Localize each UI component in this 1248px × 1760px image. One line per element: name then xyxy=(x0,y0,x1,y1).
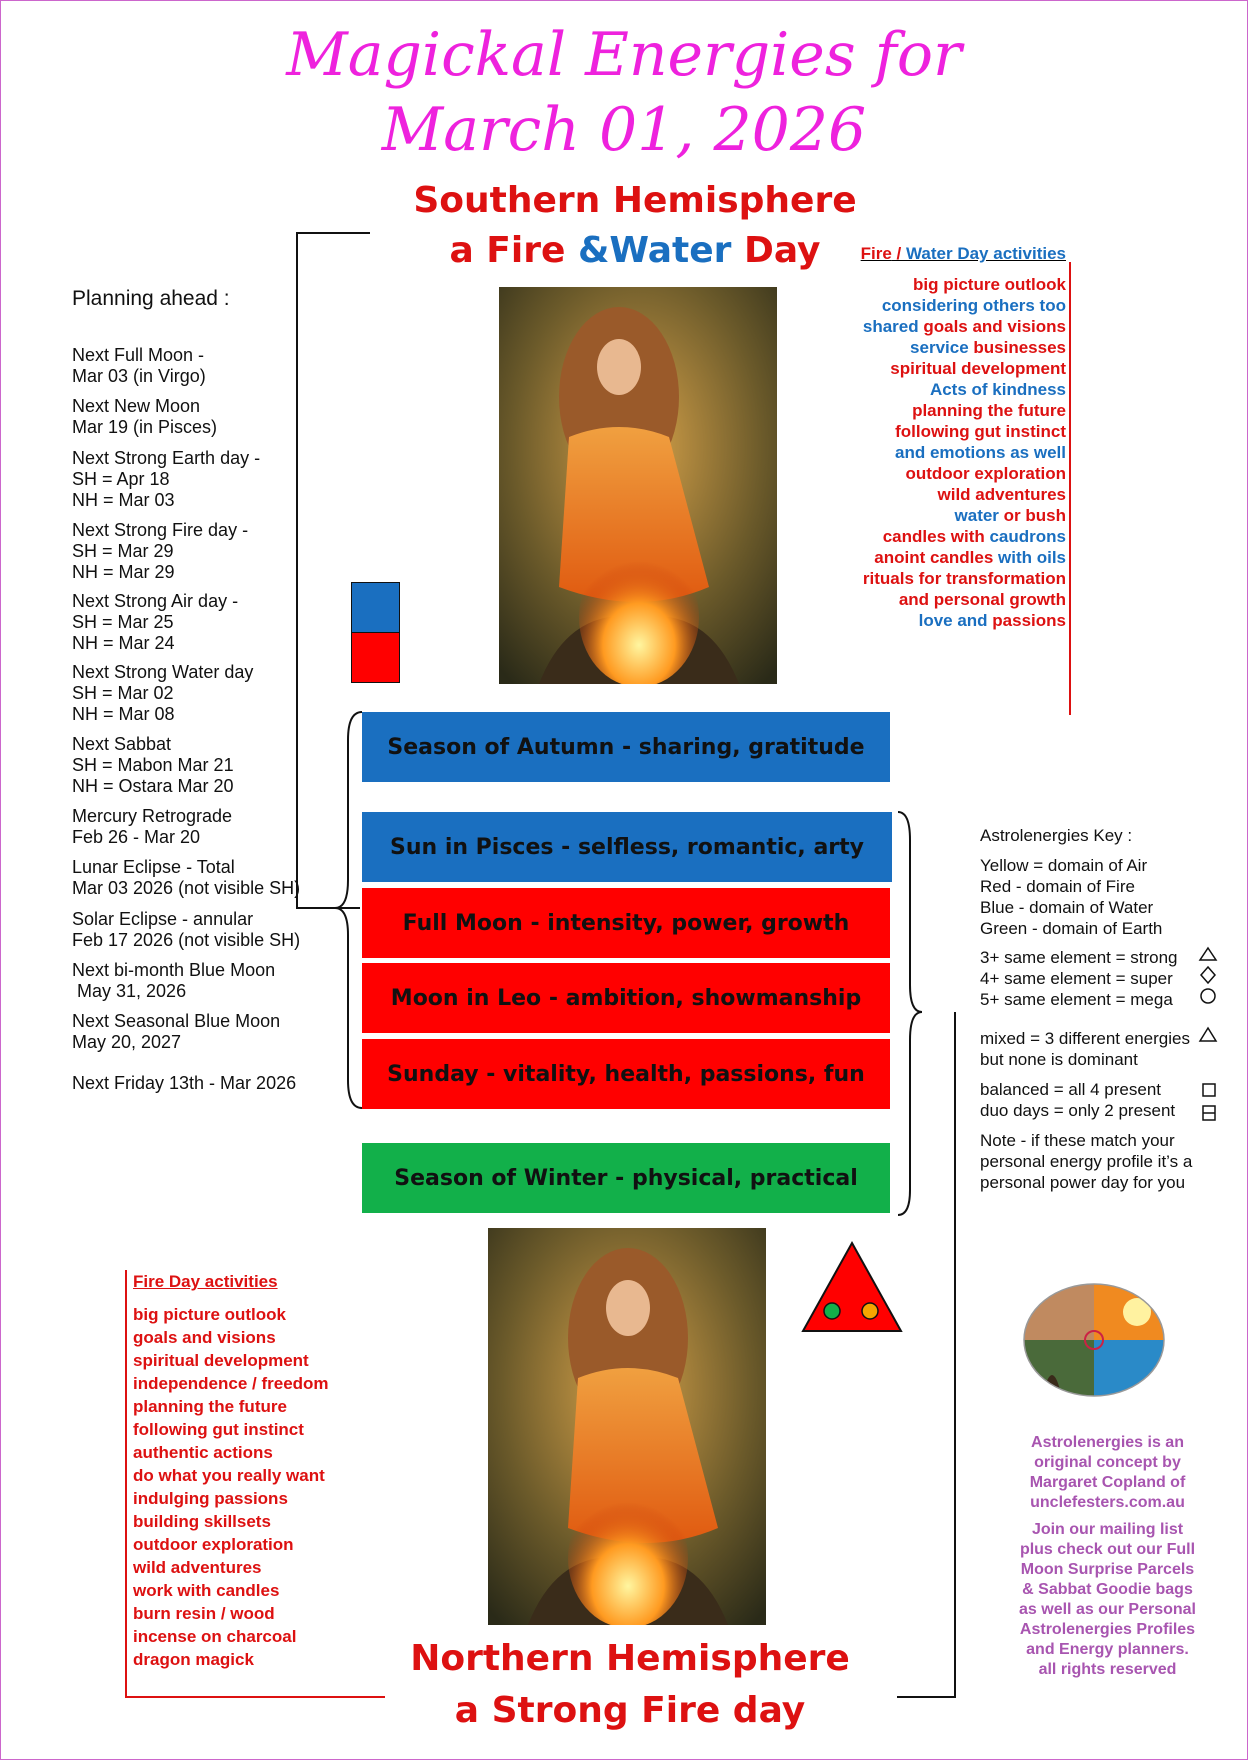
north-hemisphere-title: Northern Hemisphere xyxy=(410,1638,850,1679)
fire-day-activity-item: wild adventures xyxy=(133,1558,262,1577)
planning-line: Next Full Moon - xyxy=(72,345,205,365)
planning-line: NH = Mar 24 xyxy=(72,633,175,653)
fire-water-activity-item xyxy=(746,526,1066,547)
fire-day-activity-item: building skillsets xyxy=(133,1512,271,1531)
promo-line: Moon Surprise Parcels xyxy=(1020,1561,1195,1578)
next-sabbat xyxy=(72,734,234,797)
key-note-2: personal energy profile it’s a xyxy=(980,1152,1193,1171)
activity-segment: outdoor exploration xyxy=(905,464,1066,483)
next-new-moon xyxy=(72,396,217,438)
heading-sep: / xyxy=(891,244,906,263)
fire-woman-photo-top xyxy=(499,287,777,684)
key-strong: 3+ same element = strong xyxy=(980,948,1178,967)
planning-line: NH = Mar 08 xyxy=(72,704,175,724)
heading-fire: Fire xyxy=(860,244,892,263)
fire-water-activity-item xyxy=(746,484,1066,505)
activity-segment: spiritual development xyxy=(890,359,1066,378)
fire-day-activity-item: goals and visions xyxy=(133,1328,276,1347)
planning-line: Next bi-month Blue Moon xyxy=(72,960,276,980)
key-heading: Astrolenergies Key : xyxy=(980,826,1133,845)
activity-segment: and emotions as well xyxy=(895,443,1066,462)
fire-day-activity-item: do what you really want xyxy=(133,1466,325,1485)
fire-day-activity-item: indulging passions xyxy=(133,1489,288,1508)
promo-mailing-list xyxy=(1000,1520,1215,1680)
fire-day-activity-item: planning the future xyxy=(133,1397,287,1416)
triangle-icon xyxy=(1200,948,1216,960)
page-title-line2: March 01, 2026 xyxy=(381,95,867,165)
planning-line: Next Seasonal Blue Moon xyxy=(72,1011,281,1031)
fire-element-square xyxy=(351,632,400,683)
fire-water-activity-item xyxy=(746,358,1066,379)
activity-segment: service xyxy=(910,338,974,357)
astrolenergies-key xyxy=(980,825,1230,1205)
activity-segment: big picture outlook xyxy=(913,275,1066,294)
fire-water-activity-list xyxy=(746,274,1066,631)
planning-line: Next Strong Earth day - xyxy=(72,448,261,468)
fire-day-activities-heading: Fire Day activities xyxy=(133,1272,278,1291)
fire-water-activity-item xyxy=(746,400,1066,421)
next-full-moon xyxy=(72,345,206,387)
promo-line: original concept by xyxy=(1034,1454,1181,1471)
south-hemisphere-title: Southern Hemisphere xyxy=(413,180,857,221)
planning-line: Next Strong Air day - xyxy=(72,591,239,611)
fire-water-activity-item xyxy=(746,274,1066,295)
fire-day-activity-item: outdoor exploration xyxy=(133,1535,294,1554)
key-mixed-2: but none is dominant xyxy=(980,1050,1138,1069)
promo-line: Margaret Copland of xyxy=(1029,1474,1186,1491)
key-fire: Red - domain of Fire xyxy=(980,877,1135,896)
key-note-3: personal power day for you xyxy=(980,1173,1186,1192)
key-water: Blue - domain of Water xyxy=(980,898,1154,917)
fire-day-activities xyxy=(133,1270,393,1671)
planning-line: NH = Mar 03 xyxy=(72,490,175,510)
square-icon xyxy=(1203,1084,1215,1096)
planning-line: Next Strong Water day xyxy=(72,662,254,682)
fire-day-activity-list xyxy=(133,1303,393,1671)
water-element-square xyxy=(351,582,400,633)
activity-segment: Acts of kindness xyxy=(929,380,1066,399)
fire-woman-photo-bottom xyxy=(488,1228,766,1625)
solar-eclipse xyxy=(72,909,300,951)
bar-season-autumn: Season of Autumn - sharing, gratitude xyxy=(362,712,890,782)
planning-line: Mar 03 2026 (not visible SH) xyxy=(72,878,301,898)
fire-day-activity-item: spiritual development xyxy=(133,1351,309,1370)
lunar-eclipse xyxy=(72,857,300,899)
activity-segment: planning the future xyxy=(912,401,1066,420)
next-strong-earth-day xyxy=(72,448,260,511)
south-day-water: &Water xyxy=(577,230,732,271)
fire-day-activity-item: following gut instinct xyxy=(133,1420,304,1439)
planning-line: May 20, 2027 xyxy=(72,1032,182,1052)
page-title-line1: Magickal Energies for xyxy=(286,20,962,90)
key-mega: 5+ same element = mega xyxy=(980,990,1173,1009)
planning-line: NH = Mar 29 xyxy=(72,562,175,582)
diamond-icon xyxy=(1201,967,1215,983)
fire-water-activities xyxy=(746,243,1066,631)
promo-line: as well as our Personal xyxy=(1019,1601,1196,1618)
planning-line: SH = Apr 18 xyxy=(72,469,170,489)
next-friday-13th xyxy=(72,1073,296,1094)
promo-line: Join our mailing list xyxy=(1031,1521,1184,1538)
fire-day-activity-item: authentic actions xyxy=(133,1443,273,1462)
planning-line: Feb 17 2026 (not visible SH) xyxy=(72,930,301,950)
fire-water-activity-item xyxy=(746,589,1066,610)
next-seasonal-blue-moon xyxy=(72,1011,280,1053)
activity-segment: anoint candles xyxy=(874,548,998,567)
fire-water-activity-item xyxy=(746,547,1066,568)
planning-line: Next New Moon xyxy=(72,396,201,416)
activity-segment: and xyxy=(957,611,993,630)
promo-line: Astrolenergies Profiles xyxy=(1019,1621,1196,1638)
activity-segment: shared xyxy=(862,317,924,336)
planning-line: Feb 26 - Mar 20 xyxy=(72,827,201,847)
fire-day-activity-item: big picture outlook xyxy=(133,1305,286,1324)
promo-line: plus check out our Full xyxy=(1019,1541,1196,1558)
planning-line: Lunar Eclipse - Total xyxy=(72,857,235,877)
planning-line: Next Strong Fire day - xyxy=(72,520,249,540)
planning-line: Next Sabbat xyxy=(72,734,172,754)
key-duo: duo days = only 2 present xyxy=(980,1101,1176,1120)
promo-line: and Energy planners. xyxy=(1026,1641,1189,1658)
activity-segment: or bush xyxy=(1003,506,1066,525)
mixed-triangle-icon xyxy=(1200,1028,1216,1041)
balanced-duo-symbols xyxy=(1200,1082,1220,1122)
activity-segment: caudrons xyxy=(989,527,1066,546)
fire-water-activity-item xyxy=(746,295,1066,316)
next-strong-water-day xyxy=(72,662,253,725)
fire-day-activity-item: dragon magick xyxy=(133,1650,254,1669)
promo-website-link[interactable]: unclefesters.com.au xyxy=(1030,1494,1185,1511)
circle-icon xyxy=(1201,989,1215,1003)
planning-ahead-heading: Planning ahead : xyxy=(72,287,230,310)
fire-water-activity-item xyxy=(746,337,1066,358)
key-note-1: Note - if these match your xyxy=(980,1131,1175,1150)
planning-ahead-panel xyxy=(72,288,332,1108)
key-earth: Green - domain of Earth xyxy=(980,919,1163,938)
activity-segment: with oils xyxy=(998,548,1066,567)
planning-line: SH = Mar 25 xyxy=(72,612,174,632)
planning-line: Solar Eclipse - annular xyxy=(72,909,254,929)
planning-line: SH = Mabon Mar 21 xyxy=(72,755,234,775)
fire-water-activity-item xyxy=(746,610,1066,631)
fire-water-activity-item xyxy=(746,442,1066,463)
fire-water-activity-item xyxy=(746,421,1066,442)
activity-segment: businesses xyxy=(973,338,1066,357)
bar-full-moon: Full Moon - intensity, power, growth xyxy=(362,888,890,958)
activity-segment: passions xyxy=(992,611,1066,630)
activity-segment: following gut instinct xyxy=(895,422,1066,441)
promo-line: Astrolenergies is an xyxy=(1031,1434,1184,1451)
fire-water-activity-item xyxy=(746,568,1066,589)
fire-water-activity-item xyxy=(746,316,1066,337)
fire-water-activity-item xyxy=(746,463,1066,484)
planning-line: SH = Mar 02 xyxy=(72,683,174,703)
activity-segment: wild adventures xyxy=(937,485,1066,504)
planning-line: May 31, 2026 xyxy=(72,981,187,1001)
fire-day-activity-item: burn resin / wood xyxy=(133,1604,275,1623)
planning-line: Mar 03 (in Virgo) xyxy=(72,366,206,386)
planning-line: Mar 19 (in Pisces) xyxy=(72,417,218,437)
fire-day-activity-item: independence / freedom xyxy=(133,1374,329,1393)
planning-line: SH = Mar 29 xyxy=(72,541,174,561)
planning-line: Mercury Retrograde xyxy=(72,806,233,826)
key-air: Yellow = domain of Air xyxy=(980,856,1148,875)
activity-segment: candles with xyxy=(882,527,990,546)
bar-sun-in-pisces: Sun in Pisces - selfless, romantic, arty xyxy=(362,812,892,882)
fire-water-activities-heading xyxy=(746,243,1066,264)
fire-day-activity-item: work with candles xyxy=(133,1581,280,1600)
mercury-retrograde xyxy=(72,806,232,848)
bar-moon-in-leo: Moon in Leo - ambition, showmanship xyxy=(362,963,890,1033)
south-day-suffix: Day xyxy=(731,230,821,271)
promo-concept xyxy=(1000,1433,1215,1513)
key-balanced: balanced = all 4 present xyxy=(980,1080,1161,1099)
next-strong-fire-day xyxy=(72,520,248,583)
key-symbols xyxy=(1196,945,1220,1070)
next-bi-month-blue-moon xyxy=(72,960,275,1002)
key-super: 4+ same element = super xyxy=(980,969,1173,988)
astrolenergies-logo xyxy=(1022,1282,1166,1398)
activity-segment: goals and visions xyxy=(923,317,1066,336)
fire-water-activity-item xyxy=(746,379,1066,400)
activity-segment: rituals for transformation xyxy=(862,569,1066,588)
south-day-fire: a Fire xyxy=(449,230,578,271)
planning-line: Next Friday 13th - Mar 2026 xyxy=(72,1073,297,1093)
bar-sunday: Sunday - vitality, health, passions, fun xyxy=(362,1039,890,1109)
activity-segment: and personal growth xyxy=(898,590,1066,609)
strong-fire-triangle-icon xyxy=(800,1240,904,1334)
activity-segment: water xyxy=(954,506,1004,525)
promo-rights: all rights reserved xyxy=(1038,1661,1177,1678)
key-mixed-1: mixed = 3 different energies xyxy=(980,1029,1190,1048)
activity-segment: love xyxy=(918,611,958,630)
activity-segment: considering others too xyxy=(881,296,1066,315)
north-day-type: a Strong Fire day xyxy=(454,1690,806,1731)
promo-line: & Sabbat Goodie bags xyxy=(1022,1581,1193,1598)
fire-water-activity-item xyxy=(746,505,1066,526)
bar-season-winter: Season of Winter - physical, practical xyxy=(362,1143,890,1213)
planning-line: NH = Ostara Mar 20 xyxy=(72,776,234,796)
fire-day-activity-item: incense on charcoal xyxy=(133,1627,297,1646)
heading-water: Water Day activities xyxy=(906,244,1066,263)
next-strong-air-day xyxy=(72,591,238,654)
